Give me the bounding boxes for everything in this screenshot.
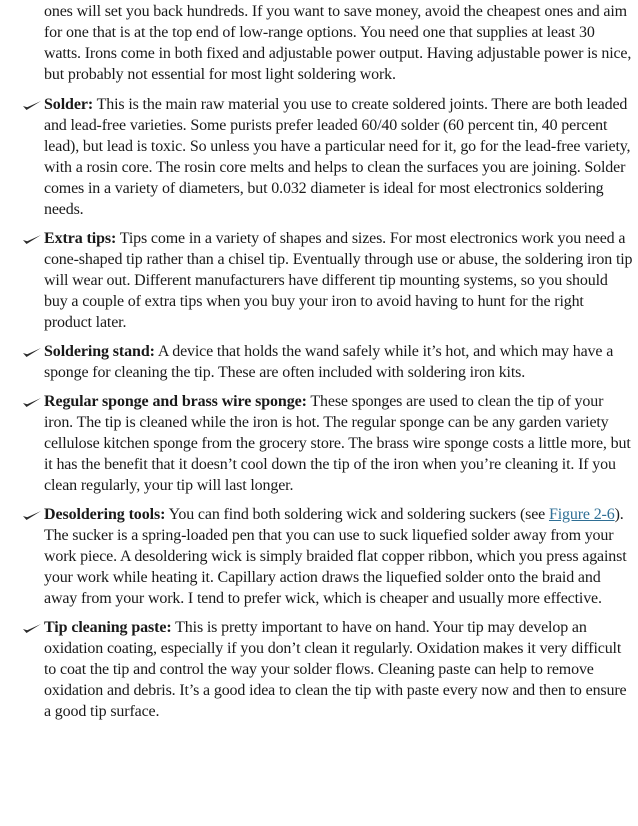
check-icon — [22, 623, 42, 634]
item-body: A device that holds the wand safely while it’s hot, and which may have a sponge for cleaning the tip. These are often included with soldering iron kits. — [44, 343, 614, 381]
item-body: Tips come in a variety of shapes and sizes. For most electronics work you need a cone-shaped tip rather than a chisel tip. Eventually through use or abuse, the soldering iron tip will wear out. Different manufacturers have different tip mounting systems, so you should buy a couple of extra tips when you buy your iron to avoid having to hunt for the right product later. — [44, 230, 633, 331]
item-term: Regular sponge and brass wire sponge: — [44, 393, 307, 410]
document-page — [18, 1, 634, 730]
item-term: Desoldering tools: — [44, 506, 166, 523]
list-item-sponges — [18, 391, 634, 496]
item-body: These sponges are used to clean the tip of your iron. The tip is cleaned while the iron is hot. The regular sponge can be any garden variety cellulose kitchen sponge from the grocery store. The brass wire sponge costs a little more, but it has the benefit that it doesn’t cool down the tip of the iron when you’re cleaning it. If you clean regularly, your tip will last longer. — [44, 393, 631, 494]
list-item-soldering-stand — [18, 341, 634, 383]
item-body-continued: ). The sucker is a spring-loaded pen that you can use to suck liquefied solder away from your work piece. A desoldering wick is simply braided flat copper ribbon, which you press against your work while heating it. Capillary action draws the liquefied solder onto the braid and away from your work. I tend to prefer wick, which is cheaper and usually more effective. — [44, 506, 627, 607]
check-icon — [22, 100, 42, 111]
list-item-desoldering-tools — [18, 504, 634, 609]
check-icon — [22, 234, 42, 245]
item-term: Tip cleaning paste: — [44, 619, 172, 636]
list-item-solder — [18, 94, 634, 220]
item-body: This is pretty important to have on hand. Your tip may develop an oxidation coating, especially if you don’t clean it regularly. Oxidation makes it very difficult to coat the tip and control the way your solder flows. Cleaning paste can help to remove oxidation and debris. It’s a good idea to clean the tip with paste every now and then to ensure a good tip surface. — [44, 619, 627, 720]
check-icon — [22, 397, 42, 408]
item-term: Solder: — [44, 96, 94, 113]
intro-paragraph: ones will set you back hundreds. If you want to save money, avoid the cheapest ones and aim for one that is at the top end of low-range options. You need one that supplies at least 30 watts. Irons come in both fixed and adjustable power output. Having adjustable power is nice, but probably not essential for most light soldering work. — [44, 3, 632, 83]
list-item-extra-tips — [18, 228, 634, 333]
item-body: This is the main raw material you use to create soldered joints. There are both leaded and lead-free varieties. Some purists prefer leaded 60/40 solder (60 percent tin, 40 percent lead), but lead is toxic. So unless you have a particular need for it, go for the lead-free variety, with a rosin core. The rosin core melts and helps to clean the surfaces you are joining. Solder comes in a variety of diameters, but 0.032 diameter is ideal for most electronics soldering needs. — [44, 96, 631, 218]
figure-2-6-link[interactable]: Figure 2-6 — [548, 506, 615, 523]
list-item-tip-cleaning-paste — [18, 617, 634, 722]
item-term: Extra tips: — [44, 230, 117, 247]
check-icon — [22, 510, 42, 521]
item-body: You can find both soldering wick and soldering suckers (see — [165, 506, 549, 523]
check-icon — [22, 347, 42, 358]
item-term: Soldering stand: — [44, 343, 155, 360]
